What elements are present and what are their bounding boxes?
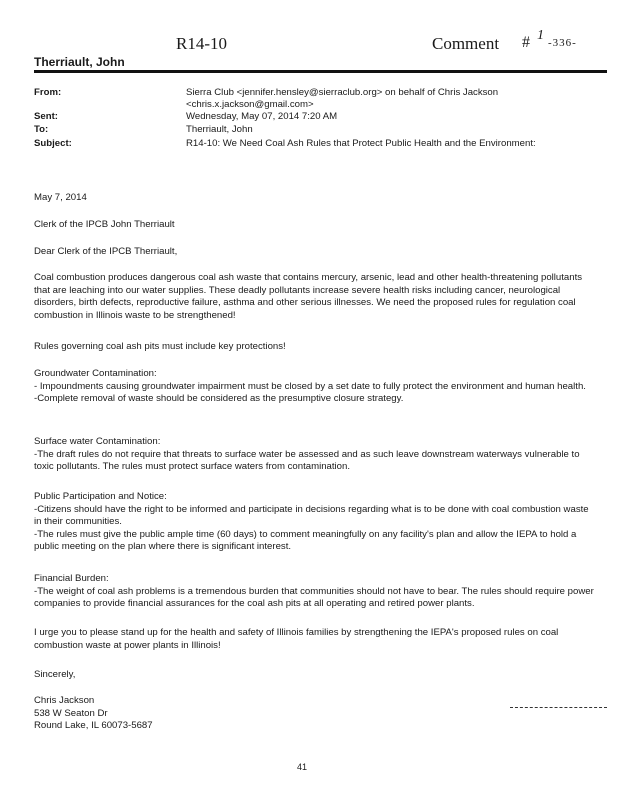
- recipient-name: Therriault, John: [34, 55, 125, 69]
- public-participation-item-2: -The rules must give the public ample time (60 days) to comment meaningfully on any facility's plan and allow the IEPA to hold a public meeting on the plan where there is significant interest.: [34, 528, 577, 552]
- stamp-number: 1: [537, 28, 544, 43]
- public-participation-heading: Public Participation and Notice:: [34, 491, 167, 502]
- surface-water-section: [34, 436, 594, 474]
- groundwater-heading: Groundwater Contamination:: [34, 368, 157, 379]
- signoff: Sincerely,: [34, 669, 76, 680]
- groundwater-item-1: - Impoundments causing groundwater impairment must be closed by a set date to fully protect the environment and human health.: [34, 380, 586, 392]
- page-number: 41: [297, 762, 308, 772]
- groundwater-section: [34, 368, 594, 406]
- sent-value: Wednesday, May 07, 2014 7:20 AM: [186, 111, 338, 122]
- stamp-code: R14-10: [176, 34, 227, 53]
- closing-paragraph: I urge you to please stand up for the health and safety of Illinois families by strengthening the IEPA's proposed rules on coal combustion waste at power plants in Illinois!: [34, 627, 559, 651]
- sender-name: Chris Jackson: [34, 695, 95, 706]
- from-value: Sierra Club <jennifer.hensley@sierraclub.org> on behalf of Chris Jackson <chris.x.jackson@gmail.com>: [186, 87, 499, 110]
- surface-water-item-1: -The draft rules do not require that threats to surface water be assessed and as such leave downstream waterways vulnerable to toxic pollutants. The rules must protect surface waters from contamination.: [34, 448, 580, 472]
- sender-address-line-1: 538 W Seaton Dr: [34, 707, 108, 719]
- letter-addressee: Clerk of the IPCB John Therriault: [34, 219, 175, 230]
- rules-intro: Rules governing coal ash pits must include key protections!: [34, 341, 286, 352]
- public-participation-section: [34, 491, 594, 554]
- signature-line: [510, 707, 607, 708]
- financial-burden-item-1: -The weight of coal ash problems is a tremendous burden that communities should not have to bear. The rules should require power companies to provide financial assurances for the coal ash pits at all operating and retired power plants.: [34, 585, 594, 609]
- signature-block: [34, 695, 594, 733]
- to-label: To:: [34, 124, 49, 135]
- letter-date: May 7, 2014: [34, 192, 87, 203]
- subject-value: R14-10: We Need Coal Ash Rules that Protect Public Health and the Environment:: [186, 138, 536, 149]
- stamp-comment: Comment: [432, 34, 500, 53]
- from-label: From:: [34, 87, 62, 98]
- letter-salutation: Dear Clerk of the IPCB Therriault,: [34, 246, 178, 257]
- financial-burden-heading: Financial Burden:: [34, 573, 109, 584]
- stamp-doc-number: -336-: [548, 37, 577, 49]
- subject-label: Subject:: [34, 138, 72, 149]
- surface-water-heading: Surface water Contamination:: [34, 436, 161, 447]
- groundwater-item-2: -Complete removal of waste should be considered as the presumptive closure strategy.: [34, 393, 404, 404]
- sender-address-line-2: Round Lake, IL 60073-5687: [34, 720, 153, 731]
- financial-burden-section: [34, 573, 594, 611]
- header-rule: [34, 70, 607, 73]
- to-value: Therriault, John: [186, 124, 253, 135]
- sent-label: Sent:: [34, 111, 58, 122]
- stamp-hash: #: [522, 34, 530, 51]
- public-participation-item-1: -Citizens should have the right to be informed and participate in decisions regarding what is to be done with coal combustion waste in their communities.: [34, 503, 589, 527]
- intro-paragraph: Coal combustion produces dangerous coal ash waste that contains mercury, arsenic, lead and other health-threatening pollutants that are leaching into our water supplies. These deadly pollutants increase severe health risks including cancer, neurological disorders, birth defects, reproductive failure, asthma and other serious illnesses. We need the proposed rules for regulation coal combustion in Illinois waste to be strengthened!: [34, 272, 583, 321]
